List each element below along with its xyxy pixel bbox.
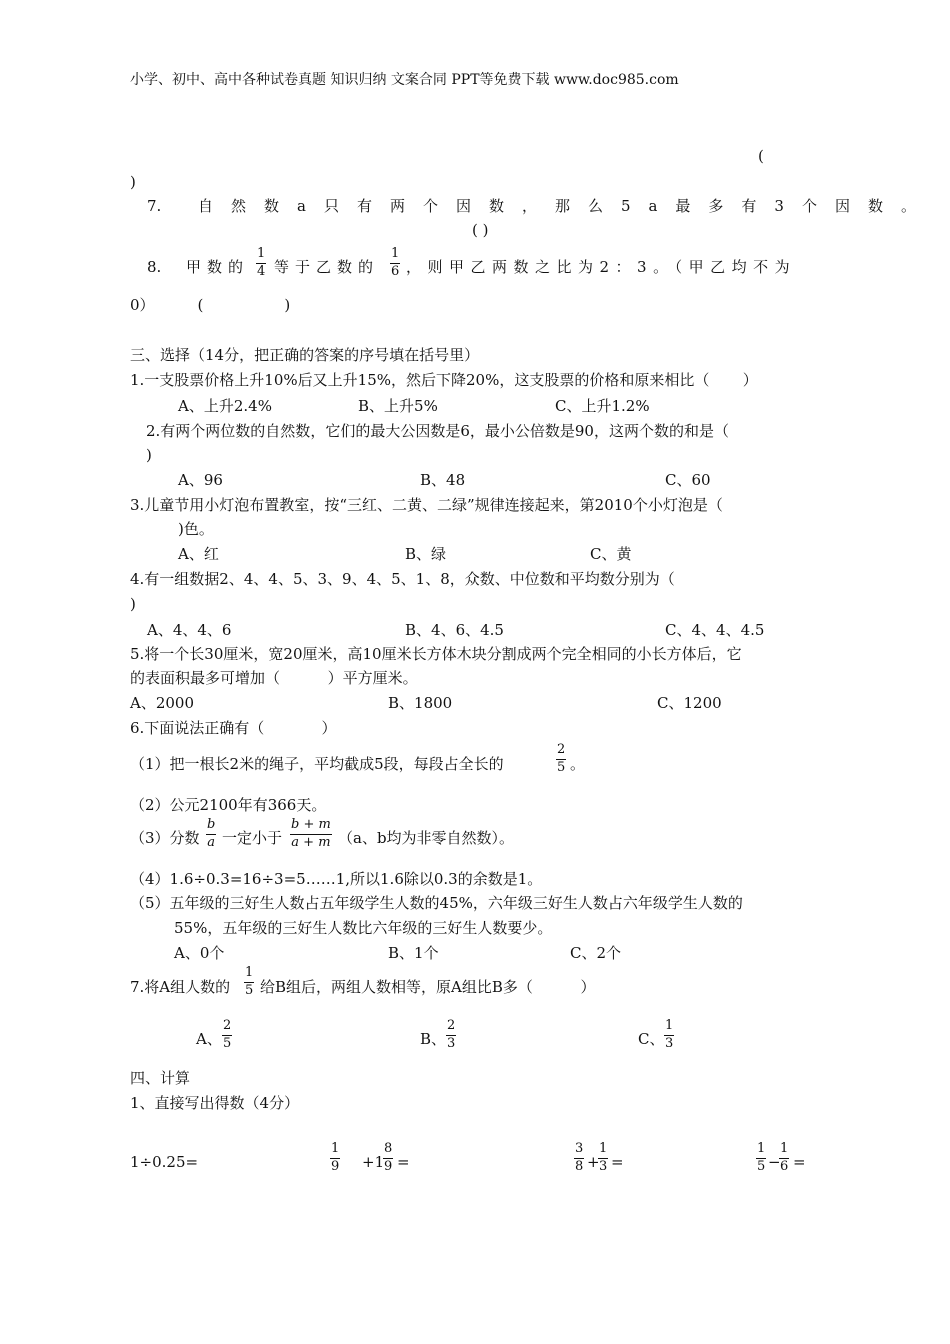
judge-q8-part-a: 甲数的 xyxy=(186,258,250,276)
fraction-one-quarter: 1 4 xyxy=(257,246,266,279)
calc-e4-minus: − xyxy=(768,1153,781,1171)
calc-e4-equals: = xyxy=(793,1153,806,1171)
choice-q6-statement-3-a: （3）分数 xyxy=(130,829,200,847)
choice-q7-option-a-fraction: 2 5 xyxy=(223,1018,232,1051)
choice-q6-statement-1: （1）把一根长2米的绳子，平均截成5段，每段占全长的 xyxy=(130,755,504,773)
calc-expression-1: 1÷0.25= xyxy=(130,1153,199,1171)
choice-q5-option-a: A、2000 xyxy=(130,694,195,712)
fraction-one-fifth: 1 5 xyxy=(245,965,254,998)
judge-q7-number: 7. xyxy=(147,197,162,215)
choice-q2-option-a: A、96 xyxy=(178,471,223,489)
choice-q7-option-b-label: B、 xyxy=(420,1030,447,1048)
choice-q7-option-c-label: C、 xyxy=(638,1030,665,1048)
choice-q6-statement-4: （4）1.6÷0.3=16÷3=5……1,所以1.6除以0.3的余数是1。 xyxy=(130,870,543,888)
choice-q3-option-b: B、绿 xyxy=(405,545,447,563)
fraction-bm-over-am: b + m a + m xyxy=(291,817,331,850)
choice-q7-option-c-fraction: 1 3 xyxy=(665,1018,674,1051)
choice-q3-option-a: A、红 xyxy=(178,545,219,563)
calc-e3-plus: + xyxy=(587,1153,600,1171)
choice-q4-cont: ) xyxy=(130,595,136,613)
choice-q7-option-b-fraction: 2 3 xyxy=(447,1018,456,1051)
choice-q4-option-c: C、4、4、4.5 xyxy=(665,621,765,639)
answer-paren-close: ) xyxy=(130,173,136,191)
page-header: 小学、初中、高中各种试卷真题 知识归纳 文案合同 PPT等免费下载 www.doc985.com xyxy=(130,72,679,88)
judge-q7-text: 自然数a只有两个因数，那么5a最多有3个因数。 xyxy=(198,197,934,215)
choice-q1-option-b: B、上升5% xyxy=(358,397,438,415)
choice-q5: 5.将一个长30厘米，宽20厘米，高10厘米长方体木块分割成两个完全相同的小长方体后，它 xyxy=(130,645,742,663)
judge-q8-part-c: ，则甲乙两数之比为2：3。（甲乙均不为 xyxy=(406,258,797,276)
calc-e4-fraction-1: 1 5 xyxy=(757,1141,766,1174)
calc-e2-equals: = xyxy=(397,1153,410,1171)
choice-q6-statement-3-c: （a、b均为非零自然数）。 xyxy=(338,829,515,847)
choice-q2-option-b: B、48 xyxy=(420,471,466,489)
answer-paren-open: ( xyxy=(758,147,764,165)
judge-q7-answer: ( ) xyxy=(472,221,489,239)
choice-q1-option-a: A、上升2.4% xyxy=(178,397,272,415)
choice-q6: 6.下面说法正确有（ ） xyxy=(130,719,337,737)
choice-q5-cont: 的表面积最多可增加（ ）平方厘米。 xyxy=(130,669,418,687)
choice-q6-statement-5: （5）五年级的三好生人数占五年级学生人数的45%，六年级三好生人数占六年级学生人数的 xyxy=(130,894,743,912)
choice-q5-option-b: B、1800 xyxy=(388,694,453,712)
choice-q4-option-b: B、4、6、4.5 xyxy=(405,621,504,639)
choice-q2: 2.有两个两位数的自然数，它们的最大公因数是6，最小公倍数是90，这两个数的和是（ xyxy=(146,422,729,440)
choice-q5-option-c: C、1200 xyxy=(657,694,722,712)
calc-e3-fraction-1: 3 8 xyxy=(575,1141,584,1174)
choice-q3-option-c: C、黄 xyxy=(590,545,632,563)
calc-e3-equals: = xyxy=(611,1153,624,1171)
fraction-b-over-a: b a xyxy=(207,817,216,850)
choice-q3-cont: )色。 xyxy=(178,520,214,538)
choice-q6-statement-2: （2）公元2100年有366天。 xyxy=(130,796,327,814)
choice-q6-statement-5-cont: 55%，五年级的三好生人数比六年级的三好生人数要少。 xyxy=(174,919,553,937)
judge-q8-part-d: 0） ( ) xyxy=(130,296,291,314)
calc-e2-plus: +1 xyxy=(362,1153,385,1171)
fraction-one-sixth: 1 6 xyxy=(391,246,400,279)
choice-q1: 1.一支股票价格上升10%后又上升15%，然后下降20%，这支股票的价格和原来相比（ ） xyxy=(130,371,758,389)
choice-q4-option-a: A、4、4、6 xyxy=(147,621,232,639)
calc-e3-fraction-2: 1 3 xyxy=(599,1141,608,1174)
calc-e2-fraction-1: 1 9 xyxy=(331,1141,340,1174)
choice-q4: 4.有一组数据2、4、4、5、3、9、4、5、1、8，众数、中位数和平均数分别为（ xyxy=(130,570,675,588)
choice-q6-statement-1-end: 。 xyxy=(570,755,586,773)
choice-section-title: 三、选择（14分，把正确的答案的序号填在括号里） xyxy=(130,346,480,364)
choice-q3: 3.儿童节用小灯泡布置教室，按“三红、二黄、二绿”规律连接起来，第2010个小灯泡是（ xyxy=(130,496,723,514)
choice-q7-option-a-label: A、 xyxy=(196,1030,222,1048)
judge-q8-part-b: 等于乙数的 xyxy=(274,258,380,276)
choice-q1-option-c: C、上升1.2% xyxy=(555,397,650,415)
calc-e2-fraction-2: 8 9 xyxy=(384,1141,393,1174)
judge-q8-number: 8. xyxy=(147,258,162,276)
choice-q6-statement-3-b: 一定小于 xyxy=(222,829,283,847)
fraction-two-fifths: 2 5 xyxy=(557,742,566,775)
choice-q6-option-a: A、0个 xyxy=(174,944,225,962)
choice-q6-option-b: B、1个 xyxy=(388,944,439,962)
calc-e4-fraction-2: 1 6 xyxy=(780,1141,789,1174)
choice-q6-option-c: C、2个 xyxy=(570,944,622,962)
choice-q7-part-a: 7.将A组人数的 xyxy=(130,978,231,996)
choice-q2-option-c: C、60 xyxy=(665,471,711,489)
calc-subsection-title: 1、直接写出得数（4分） xyxy=(130,1094,300,1112)
choice-q2-cont: ) xyxy=(146,446,152,464)
calc-section-title: 四、计算 xyxy=(130,1069,191,1087)
choice-q7-part-b: 给B组后，两组人数相等，原A组比B多（ ） xyxy=(260,978,596,996)
